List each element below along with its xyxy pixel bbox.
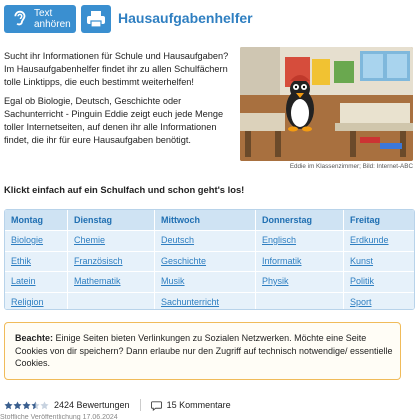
subject-link-mathematik[interactable]: Mathematik [74, 276, 121, 286]
printer-icon [86, 10, 106, 28]
subject-link-religion[interactable]: Religion [11, 296, 44, 307]
rating-count: 2424 Bewertungen [54, 400, 130, 410]
print-button[interactable] [81, 5, 111, 33]
subject-link-musik[interactable]: Musik [161, 276, 185, 286]
comment-icon [151, 400, 162, 411]
cookie-notice [4, 322, 401, 380]
subject-cell [344, 252, 414, 272]
subject-link-chemie[interactable]: Chemie [74, 235, 106, 245]
star-icon-filled[interactable] [4, 401, 13, 410]
footer-cut-text: Stoffliche Veröffentlichung 17.06.2024 [0, 414, 118, 420]
subject-link-erdkunde[interactable]: Erdkunde [350, 235, 389, 245]
image-caption: Eddie im Klassenzimmer; Bild: Internet-ABC [289, 163, 413, 170]
day-header-montag: Montag [5, 210, 67, 230]
subject-cell [5, 231, 67, 251]
subject-cell [256, 231, 343, 251]
subject-link-biologie[interactable]: Biologie [11, 235, 44, 245]
toolbar [4, 5, 416, 35]
comments-label[interactable]: Kommentare [179, 400, 231, 410]
subject-link-ethik[interactable]: Ethik [11, 255, 32, 266]
subject-link-sport[interactable]: Sport [350, 296, 372, 307]
notice-text: Einige Seiten bieten Verlinkungen zu Sozialen Netzwerken. Möchte eine Seite Cookies von dir speichern? Dann erlaube nur den Zugriff auf technisch notwendige/ essentielle Cookies. [15, 333, 393, 368]
read-aloud-label-line1: Text [34, 8, 53, 19]
subject-cell [344, 231, 414, 251]
day-header-donnerstag: Donnerstag [256, 210, 343, 230]
subject-cell [155, 293, 255, 311]
subject-cell [344, 293, 414, 311]
ear-icon [8, 8, 30, 30]
subject-link-englisch[interactable]: Englisch [262, 235, 297, 245]
intro-paragraph-1: Sucht ihr Informationen für Schule und Hausaufgaben? Im Hausaufgabenhelfer findet ihr zu allen Schulfächern tolle Linktipps, die euch bestimmt weiterhelfen! [4, 51, 229, 87]
subject-link-deutsch[interactable]: Deutsch [161, 235, 195, 245]
star-icon-empty[interactable] [40, 401, 49, 410]
subject-cell-empty [68, 293, 154, 311]
notice-label: Beachte: [15, 333, 54, 343]
subject-cell [68, 272, 154, 292]
subject-cell [68, 231, 154, 251]
read-aloud-label-line2: anhören [34, 19, 71, 30]
read-aloud-label [34, 8, 71, 30]
star-icon-half[interactable] [31, 401, 40, 410]
subject-cell [256, 272, 343, 292]
page-title: Hausaufgabenhelfer [118, 10, 253, 26]
subject-cell [155, 231, 255, 251]
subject-cell [344, 272, 414, 292]
subject-link-physik[interactable]: Physik [262, 276, 289, 286]
day-header-dienstag: Dienstag [68, 210, 154, 230]
subject-link-informatik[interactable]: Informatik [262, 255, 302, 266]
rating-bar [4, 398, 231, 412]
subject-cell [5, 293, 67, 311]
subject-cell [256, 252, 343, 272]
intro-paragraph-2: Egal ob Biologie, Deutsch, Geschichte oder Sachunterricht - Pinguin Eddie zeigt euch jede Menge toller Internetseiten, auf denen ihr alle Informationen findet, die ihr für eure Hausaufgaben benötigt. [4, 96, 224, 145]
read-aloud-button[interactable] [4, 5, 76, 33]
subject-cell [155, 272, 255, 292]
subject-cell [155, 252, 255, 272]
divider [140, 399, 141, 411]
day-header-mittwoch: Mittwoch [155, 210, 255, 230]
subject-link-politik[interactable]: Politik [350, 276, 375, 286]
subject-link-kunst[interactable]: Kunst [350, 255, 374, 266]
classroom-image [240, 47, 413, 161]
star-icon-filled[interactable] [13, 401, 22, 410]
intro-text [4, 50, 232, 153]
subject-link-franzoesisch[interactable]: Französisch [74, 255, 123, 266]
subject-table [4, 209, 415, 310]
subject-link-latein[interactable]: Latein [11, 276, 36, 286]
day-header-freitag: Freitag [344, 210, 414, 230]
subject-link-geschichte[interactable]: Geschichte [161, 255, 207, 266]
subject-cell [5, 252, 67, 272]
star-icon-filled[interactable] [22, 401, 31, 410]
comments-count[interactable]: 15 [166, 400, 177, 410]
subject-grid [5, 210, 414, 310]
subject-cell [68, 252, 154, 272]
subject-cell-empty [256, 293, 343, 311]
star-rating[interactable] [4, 401, 49, 410]
subject-cell [5, 272, 67, 292]
call-to-action: Klickt einfach auf ein Schulfach und schon geht's los! [4, 184, 245, 195]
subject-link-sachunterricht[interactable]: Sachunterricht [161, 296, 220, 307]
